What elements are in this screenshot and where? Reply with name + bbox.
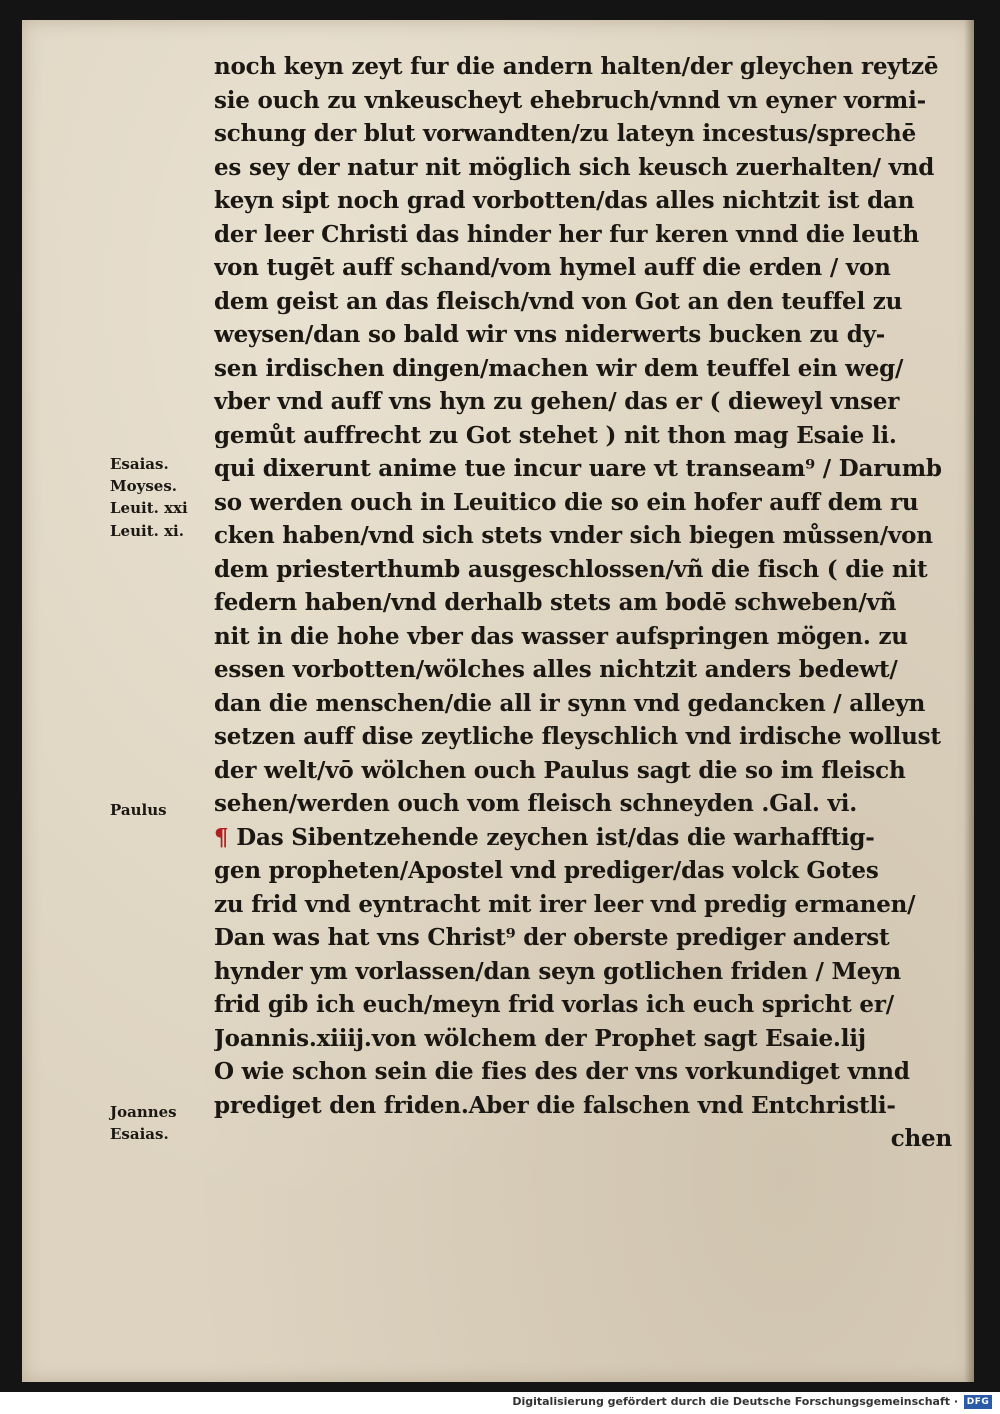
- text-line: hynder ym vorlassen/dan seyn gotlichen friden / Meyn: [214, 957, 901, 985]
- margin-note-joannes: Joannes: [110, 1103, 177, 1121]
- text-line: Dan was hat vns Christ⁹ der oberste prediger anderst: [214, 924, 890, 951]
- text-line: der welt/vō wölchen ouch Paulus sagt die so im fleisch: [214, 756, 906, 784]
- text-line: weysen/dan so bald wir vns niderwerts bucken zu dy-: [214, 321, 886, 348]
- text-line: federn haben/vnd derhalb stets am bodē schweben/vñ: [214, 589, 897, 616]
- page-edge-shadow: [964, 20, 974, 1382]
- book-page: [22, 20, 974, 1382]
- text-line: zu frid vnd eyntracht mit irer leer vnd predig ermanen/: [214, 890, 916, 918]
- text-line: Joannis.xiiij.von wölchem der Prophet sagt Esaie.lij: [214, 1024, 866, 1052]
- text-line: schung der blut vorwandten/zu lateyn incestus/sprechē: [214, 120, 916, 147]
- text-line: noch keyn zeyt fur die andern halten/der gleychen reytzē: [214, 53, 939, 80]
- text-line: gen propheten/Apostel vnd prediger/das volck Gotes: [214, 857, 879, 884]
- text-line: cken haben/vnd sich stets vnder sich biegen můssen/von: [214, 522, 933, 549]
- text-line: dem priesterthumb ausgeschlossen/vñ die fisch ( die nit: [214, 555, 928, 583]
- text-line: gemůt auffrecht zu Got stehet ) nit thon mag Esaie li.: [214, 421, 897, 449]
- text-line: dem geist an das fleisch/vnd von Got an den teuffel zu: [214, 287, 903, 315]
- margin-note-esaias: Esaias.: [110, 455, 169, 473]
- rubric-line: [214, 821, 964, 855]
- text-line: von tugēt auff schand/vom hymel auff die erden / von: [214, 254, 891, 281]
- text-line: vber vnd auff vns hyn zu gehen/ das er ( dieweyl vnser: [214, 388, 900, 415]
- text-line: frid gib ich euch/meyn frid vorlas ich euch spricht er/: [214, 991, 894, 1018]
- text-line: qui dixerunt anime tue incur uare vt transeam⁹ / Darumb: [214, 455, 942, 482]
- text-line: prediget den friden.Aber die falschen vnd Entchristli-: [214, 1091, 896, 1119]
- text-line: keyn sipt noch grad vorbotten/das alles nichtzit ist dan: [214, 187, 915, 214]
- text-line: O wie schon sein die fies des der vns vorkundiget vnnd: [214, 1058, 910, 1085]
- text-line: der leer Christi das hinder her fur keren vnnd die leuth: [214, 220, 920, 248]
- rubric-line-text: Das Sibentzehende zeychen ist/das die warhafftig-: [236, 823, 875, 851]
- text-line: essen vorbotten/wölches alles nichtzit anders bedewt/: [214, 656, 898, 683]
- text-line: setzen auff dise zeytliche fleyschlich vnd irdische wollust: [214, 723, 941, 750]
- text-line: sehen/werden ouch vom fleisch schneyden .Gal. vi.: [214, 790, 858, 817]
- text-line: sie ouch zu vnkeuscheyt ehebruch/vnnd vn eyner vormi-: [214, 86, 926, 114]
- main-text-block: [214, 50, 964, 1156]
- catchword: chen: [890, 1125, 952, 1152]
- footer-credit: Digitalisierung gefördert durch die Deutsche Forschungsgemeinschaft ·: [512, 1395, 958, 1408]
- margin-note-leuit-xi: Leuit. xi.: [110, 522, 184, 540]
- margin-note-paulus: Paulus: [110, 801, 167, 819]
- footer-bar: [0, 1392, 1000, 1414]
- text-line: nit in die hohe vber das wasser aufspringen mögen. zu: [214, 622, 908, 650]
- text-line: so werden ouch in Leuitico die so ein hofer auff dem ru: [214, 488, 919, 516]
- text-line: dan die menschen/die all ir synn vnd gedancken / alleyn: [214, 689, 926, 717]
- text-line: sen irdischen dingen/machen wir dem teuffel ein weg/: [214, 354, 904, 382]
- margin-note-leuit-xxi: Leuit. xxi: [110, 499, 188, 517]
- pilcrow-mark: ¶: [214, 823, 229, 851]
- dfg-logo-icon: DFG: [964, 1395, 992, 1409]
- margin-note-esaias-2: Esaias.: [110, 1125, 169, 1143]
- margin-note-moyses: Moyses.: [110, 477, 177, 495]
- text-line: es sey der natur nit möglich sich keusch zuerhalten/ vnd: [214, 153, 935, 181]
